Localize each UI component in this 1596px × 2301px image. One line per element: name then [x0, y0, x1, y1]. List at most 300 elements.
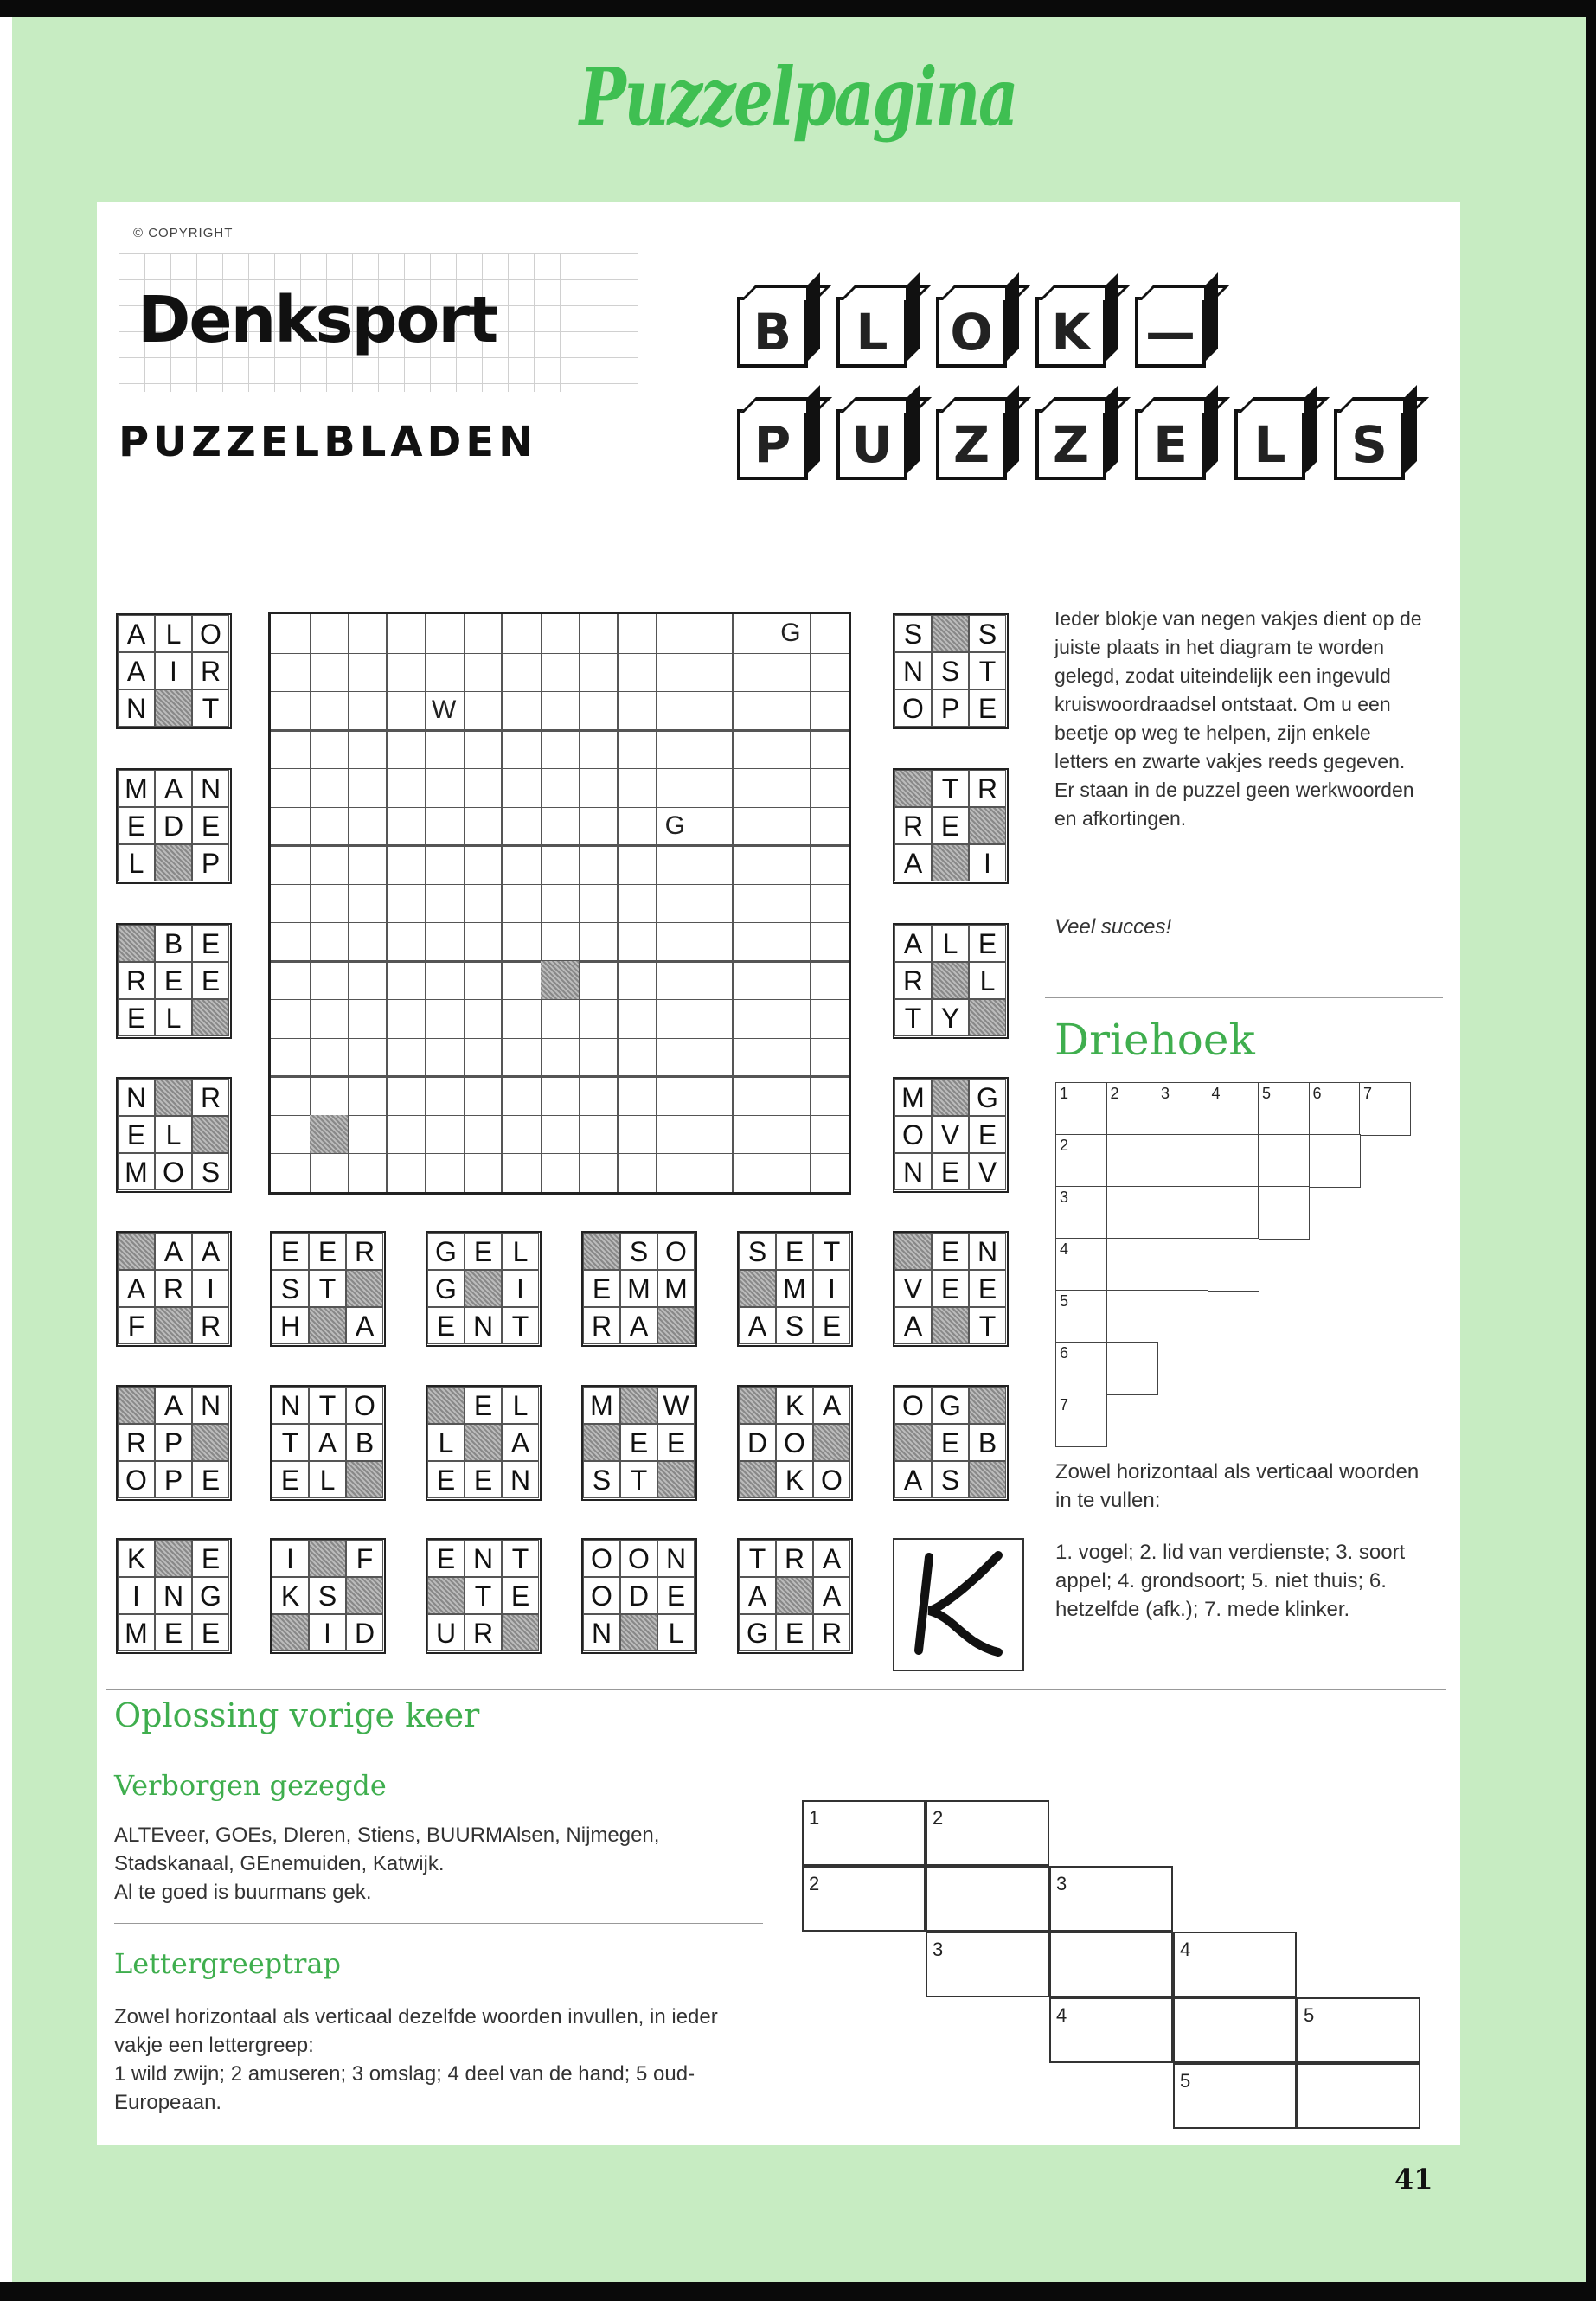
given-letter: W — [431, 695, 457, 725]
lettergreep-cell[interactable] — [1049, 1932, 1173, 1997]
letter-cell: R — [192, 652, 229, 689]
driehoek-cell[interactable] — [1106, 1082, 1158, 1136]
letter-cell: S — [894, 615, 932, 652]
divider — [114, 1923, 763, 1924]
given-letter: G — [780, 619, 801, 647]
given-black-cell — [541, 961, 579, 999]
cell-number: 6 — [1312, 1085, 1322, 1102]
given-letter: G — [664, 811, 685, 840]
black-cell — [739, 1461, 776, 1498]
letter-cell: E — [465, 1387, 502, 1424]
lettergreeptrap-clues: 1 wild zwijn; 2 amuseren; 3 omslag; 4 deel van de hand; 5 oud-Europeaan. — [114, 2062, 695, 2114]
letter-cell: S — [192, 1153, 229, 1190]
driehoek-cell[interactable] — [1157, 1238, 1208, 1292]
cell-number: 4 — [1180, 1939, 1191, 1960]
letter-cell: L — [969, 962, 1006, 999]
puzzle-block[interactable] — [116, 613, 232, 729]
letter-cell: E — [309, 1233, 346, 1270]
letter-cell: E — [813, 1307, 850, 1344]
letter-cell: Y — [932, 999, 969, 1036]
driehoek-cell[interactable] — [1055, 1186, 1107, 1240]
letter-cell: L — [155, 999, 192, 1036]
letter-cell: N — [155, 1577, 192, 1614]
driehoek-cell[interactable] — [1208, 1186, 1259, 1240]
letter-cell: K — [776, 1387, 813, 1424]
letter-cell: A — [155, 1387, 192, 1424]
letter-cell: N — [657, 1540, 695, 1577]
letter-cell: E — [657, 1577, 695, 1614]
puzzle-block[interactable] — [116, 1231, 232, 1347]
letter-cell: T — [309, 1387, 346, 1424]
black-cell — [427, 1577, 465, 1614]
driehoek-cell[interactable] — [1055, 1342, 1107, 1395]
grid-line — [271, 999, 849, 1000]
puzzle-block[interactable] — [426, 1385, 542, 1501]
letter-cell: I — [192, 1270, 229, 1307]
black-cell — [894, 1424, 932, 1461]
cell-number: 3 — [1060, 1189, 1069, 1206]
puzzle-block[interactable] — [893, 1077, 1009, 1193]
driehoek-cell[interactable] — [1055, 1082, 1107, 1136]
black-cell — [192, 1116, 229, 1153]
letter-cell: E — [465, 1461, 502, 1498]
driehoek-cell[interactable] — [1106, 1238, 1158, 1292]
puzzle-block[interactable] — [116, 768, 232, 884]
puzzle-block[interactable] — [893, 613, 1009, 729]
grid-line — [271, 768, 849, 769]
letter-cell: A — [192, 1233, 229, 1270]
driehoek-cell[interactable] — [1055, 1290, 1107, 1343]
letter-cell: O — [894, 689, 932, 727]
grid-line — [271, 807, 849, 808]
letter-cell: O — [346, 1387, 383, 1424]
letter-cell: E — [969, 689, 1006, 727]
letter-cell: A — [155, 1233, 192, 1270]
oplossing-title: Oplossing vorige keer — [114, 1696, 480, 1734]
grid-line — [810, 614, 811, 1192]
black-cell — [932, 615, 969, 652]
letter-cell: E — [192, 925, 229, 962]
lettergreep-cell[interactable] — [926, 1800, 1049, 1866]
letter-cell: N — [118, 689, 155, 727]
letter-cell: M — [118, 1614, 155, 1651]
letter-cell: R — [969, 770, 1006, 807]
cell-number: 3 — [1161, 1085, 1170, 1102]
letter-cell: E — [620, 1424, 657, 1461]
letter-cell: O — [776, 1424, 813, 1461]
puzzle-block[interactable] — [893, 923, 1009, 1039]
letter-cell: A — [894, 1461, 932, 1498]
puzzle-block[interactable] — [581, 1538, 697, 1654]
letter-cell: L — [155, 615, 192, 652]
lettergreeptrap-grid[interactable] — [802, 1800, 1442, 2129]
letter-cell: U — [427, 1614, 465, 1651]
letter-cell: E — [932, 1153, 969, 1190]
grid-line — [732, 614, 734, 1192]
letter-cell: T — [894, 999, 932, 1036]
driehoek-cell[interactable] — [1106, 1186, 1158, 1240]
bottom-border — [0, 2282, 1596, 2301]
driehoek-cell[interactable] — [1208, 1082, 1259, 1136]
letter-cell: N — [272, 1387, 309, 1424]
cell-number: 3 — [933, 1939, 944, 1960]
letter-cell: E — [969, 925, 1006, 962]
title-cube-letter: K — [1035, 297, 1106, 368]
grid-line — [541, 614, 542, 1192]
letter-cell: E — [192, 962, 229, 999]
letter-cell: O — [620, 1540, 657, 1577]
letter-cell: E — [427, 1540, 465, 1577]
logo-subtitle: PUZZELBLADEN — [119, 418, 538, 466]
letter-cell: H — [272, 1307, 309, 1344]
letter-cell: M — [583, 1387, 620, 1424]
letter-cell: G — [932, 1387, 969, 1424]
puzzle-block[interactable] — [737, 1231, 853, 1347]
lettergreep-cell[interactable] — [1173, 2063, 1297, 2129]
puzzle-block[interactable] — [737, 1385, 853, 1501]
driehoek-cell[interactable] — [1157, 1082, 1208, 1136]
letter-cell: E — [192, 807, 229, 844]
black-cell — [155, 1540, 192, 1577]
letter-cell: M — [776, 1270, 813, 1307]
black-cell — [309, 1307, 346, 1344]
letter-cell: R — [192, 1307, 229, 1344]
letter-cell: L — [657, 1614, 695, 1651]
letter-cell: A — [118, 1270, 155, 1307]
grid-line — [386, 614, 388, 1192]
puzzle-block[interactable] — [426, 1538, 542, 1654]
letter-cell: L — [932, 925, 969, 962]
grid-line — [348, 614, 349, 1192]
letter-cell: M — [118, 770, 155, 807]
letter-cell: R — [346, 1233, 383, 1270]
given-black-cell — [310, 1115, 348, 1153]
driehoek-cell[interactable] — [1055, 1134, 1107, 1188]
letter-cell: K — [118, 1540, 155, 1577]
puzzle-block[interactable] — [893, 1385, 1009, 1501]
letter-cell: N — [502, 1461, 539, 1498]
letter-cell: P — [155, 1424, 192, 1461]
letter-cell: D — [155, 807, 192, 844]
lettergreep-cell[interactable] — [1297, 2063, 1420, 2129]
letter-cell: A — [620, 1307, 657, 1344]
grid-line — [501, 614, 503, 1192]
puzzle-block[interactable] — [270, 1385, 386, 1501]
driehoek-cell[interactable] — [1208, 1238, 1259, 1292]
puzzle-block[interactable] — [893, 1231, 1009, 1347]
black-cell — [272, 1614, 309, 1651]
driehoek-cell[interactable] — [1157, 1186, 1208, 1240]
letter-cell: R — [465, 1614, 502, 1651]
letter-cell: L — [118, 844, 155, 881]
lettergreep-cell[interactable] — [1049, 1866, 1173, 1932]
black-cell — [657, 1307, 695, 1344]
black-cell — [894, 770, 932, 807]
driehoek-cell[interactable] — [1106, 1134, 1158, 1188]
letter-cell: P — [932, 689, 969, 727]
letter-cell: O — [118, 1461, 155, 1498]
lettergreeptrap-text: Zowel horizontaal als verticaal dezelfde woorden invullen, in ieder vakje een lettergreep: — [114, 2005, 718, 2057]
black-cell — [969, 999, 1006, 1036]
letter-cell: O — [155, 1153, 192, 1190]
black-cell — [118, 1387, 155, 1424]
letter-cell: A — [502, 1424, 539, 1461]
letter-cell: E — [657, 1424, 695, 1461]
driehoek-cell[interactable] — [1157, 1134, 1208, 1188]
driehoek-title: Driehoek — [1054, 1015, 1255, 1065]
driehoek-cell[interactable] — [1359, 1082, 1411, 1136]
letter-cell: L — [502, 1233, 539, 1270]
black-cell — [932, 1079, 969, 1116]
letter-cell: R — [776, 1540, 813, 1577]
letter-cell: A — [739, 1577, 776, 1614]
title-cube-letter: — — [1135, 297, 1206, 368]
puzzle-content — [97, 202, 1460, 2145]
letter-cell: G — [427, 1270, 465, 1307]
letter-cell: R — [583, 1307, 620, 1344]
letter-cell: I — [502, 1270, 539, 1307]
lettergreep-cell[interactable] — [1173, 1997, 1297, 2063]
black-cell — [657, 1461, 695, 1498]
black-cell — [969, 807, 1006, 844]
letter-cell: N — [969, 1233, 1006, 1270]
letter-cell: S — [932, 652, 969, 689]
grid-line — [271, 1153, 849, 1154]
black-cell — [427, 1387, 465, 1424]
letter-cell: K — [272, 1577, 309, 1614]
puzzle-block[interactable] — [116, 1538, 232, 1654]
letter-cell: A — [813, 1387, 850, 1424]
grid-line — [271, 1075, 849, 1078]
lettergreep-cell[interactable] — [1297, 1997, 1420, 2063]
cell-number: 4 — [1060, 1240, 1069, 1258]
black-cell — [932, 1307, 969, 1344]
letter-cell: F — [118, 1307, 155, 1344]
lettergreep-cell[interactable] — [926, 1932, 1049, 1997]
letter-cell: R — [894, 962, 932, 999]
letter-cell: A — [309, 1424, 346, 1461]
driehoek-cell[interactable] — [1055, 1238, 1107, 1292]
main-puzzle-grid[interactable] — [268, 612, 851, 1195]
letter-cell: A — [118, 615, 155, 652]
letter-cell: O — [583, 1540, 620, 1577]
letter-cell: A — [894, 1307, 932, 1344]
letter-cell: N — [583, 1614, 620, 1651]
black-cell — [192, 1424, 229, 1461]
driehoek-cell[interactable] — [1208, 1134, 1259, 1188]
driehoek-cell[interactable] — [1309, 1134, 1361, 1188]
driehoek-cell[interactable] — [1258, 1186, 1310, 1240]
denksport-k-logo — [893, 1538, 1024, 1671]
letter-cell: E — [192, 1540, 229, 1577]
grid-line — [271, 729, 849, 732]
letter-cell: T — [932, 770, 969, 807]
letter-cell: E — [272, 1461, 309, 1498]
letter-cell: E — [932, 1424, 969, 1461]
black-cell — [583, 1233, 620, 1270]
black-cell — [813, 1424, 850, 1461]
driehoek-cell[interactable] — [1157, 1290, 1208, 1343]
cell-number: 5 — [1180, 2070, 1191, 2092]
letter-cell: N — [465, 1307, 502, 1344]
cell-number: 2 — [1110, 1085, 1119, 1102]
cell-number: 7 — [1060, 1396, 1069, 1413]
letter-cell: M — [118, 1153, 155, 1190]
black-cell — [309, 1540, 346, 1577]
page-number: 41 — [1394, 2163, 1433, 2195]
letter-cell: K — [776, 1461, 813, 1498]
divider — [106, 1689, 1446, 1690]
letter-cell: E — [969, 1116, 1006, 1153]
letter-cell: L — [502, 1387, 539, 1424]
black-cell — [155, 689, 192, 727]
puzzle-block[interactable] — [270, 1231, 386, 1347]
driehoek-cell[interactable] — [1055, 1394, 1107, 1447]
letter-cell: D — [739, 1424, 776, 1461]
cell-number: 2 — [933, 1807, 944, 1829]
letter-cell: O — [894, 1387, 932, 1424]
cell-number: 4 — [1211, 1085, 1221, 1102]
black-cell — [969, 1387, 1006, 1424]
letter-cell: G — [192, 1577, 229, 1614]
cell-number: 7 — [1363, 1085, 1373, 1102]
puzzle-block[interactable] — [426, 1231, 542, 1347]
letter-cell: E — [776, 1233, 813, 1270]
letter-cell: O — [813, 1461, 850, 1498]
letter-cell: S — [776, 1307, 813, 1344]
puzzle-block[interactable] — [116, 1385, 232, 1501]
letter-cell: D — [346, 1614, 383, 1651]
letter-cell: S — [309, 1577, 346, 1614]
black-cell — [620, 1614, 657, 1651]
driehoek-cell[interactable] — [1309, 1082, 1361, 1136]
driehoek-cell[interactable] — [1258, 1082, 1310, 1136]
letter-cell: R — [813, 1614, 850, 1651]
letter-cell: A — [346, 1307, 383, 1344]
title-cube-letter: E — [1135, 409, 1206, 480]
letter-cell: N — [894, 1153, 932, 1190]
instructions-text: Ieder blokje van negen vakjes dient op de juiste plaats in het diagram te worden gelegd, zodat uiteindelijk een ingevuld kruiswoordraadsel ontstaat. Om u een beetje op weg te helpen, zijn enkele letters en zwarte vakjes reeds gegeven. Er staan in de puzzel geen werkwoorden en afkortingen. — [1054, 607, 1422, 830]
lettergreep-cell[interactable] — [1173, 1932, 1297, 1997]
driehoek-instruction: Zowel horizontaal als verticaal woorden in te vullen: — [1055, 1460, 1420, 1512]
letter-cell: I — [272, 1540, 309, 1577]
cell-number: 6 — [1060, 1344, 1069, 1362]
puzzle-block[interactable] — [116, 1077, 232, 1193]
letter-cell: R — [192, 1079, 229, 1116]
letter-cell: E — [932, 807, 969, 844]
black-cell — [739, 1387, 776, 1424]
puzzle-block[interactable] — [581, 1385, 697, 1501]
letter-cell: W — [657, 1387, 695, 1424]
denksport-logo — [119, 253, 638, 392]
grid-line — [656, 614, 657, 1192]
grid-line — [579, 614, 580, 1192]
letter-cell: T — [969, 652, 1006, 689]
letter-cell: S — [932, 1461, 969, 1498]
letter-cell: T — [969, 1307, 1006, 1344]
good-luck-text: Veel succes! — [1054, 915, 1172, 939]
driehoek-cell[interactable] — [1106, 1342, 1158, 1395]
puzzle-block[interactable] — [737, 1538, 853, 1654]
letter-cell: A — [118, 652, 155, 689]
black-cell — [118, 925, 155, 962]
lettergreep-cell[interactable] — [1049, 1997, 1173, 2063]
cell-number: 1 — [809, 1807, 820, 1829]
letter-cell: G — [969, 1079, 1006, 1116]
letter-cell: O — [192, 615, 229, 652]
letter-cell: P — [192, 844, 229, 881]
puzzle-block[interactable] — [893, 768, 1009, 884]
letter-cell: N — [894, 652, 932, 689]
grid-line — [271, 922, 849, 923]
driehoek-cell[interactable] — [1258, 1134, 1310, 1188]
letter-cell: E — [583, 1270, 620, 1307]
grid-line — [464, 614, 465, 1192]
letter-cell: E — [118, 1116, 155, 1153]
letter-cell: E — [932, 1270, 969, 1307]
grid-line — [271, 1038, 849, 1039]
letter-cell: I — [118, 1577, 155, 1614]
black-cell — [155, 1079, 192, 1116]
driehoek-grid[interactable] — [1055, 1082, 1419, 1445]
black-cell — [118, 1233, 155, 1270]
puzzle-block[interactable] — [116, 923, 232, 1039]
letter-cell: T — [192, 689, 229, 727]
letter-cell: T — [309, 1270, 346, 1307]
lettergreep-cell[interactable] — [802, 1866, 926, 1932]
letter-cell: R — [155, 1270, 192, 1307]
letter-cell: E — [155, 1614, 192, 1651]
letter-cell: S — [739, 1233, 776, 1270]
black-cell — [620, 1387, 657, 1424]
letter-cell: T — [465, 1577, 502, 1614]
letter-cell: M — [894, 1079, 932, 1116]
grid-line — [271, 884, 849, 885]
letter-cell: A — [894, 925, 932, 962]
verborgen-title: Verborgen gezegde — [114, 1769, 387, 1802]
letter-cell: B — [346, 1424, 383, 1461]
black-cell — [583, 1424, 620, 1461]
letter-cell: L — [155, 1116, 192, 1153]
driehoek-clues: 1. vogel; 2. lid van verdienste; 3. soort appel; 4. grondsoort; 5. niet thuis; 6. hetzelfde (afk.); 7. mede klinker. — [1055, 1541, 1406, 1621]
letter-cell: B — [969, 1424, 1006, 1461]
black-cell — [894, 1233, 932, 1270]
title-cube-letter: B — [737, 297, 808, 368]
letter-cell: L — [427, 1424, 465, 1461]
letter-cell: E — [118, 999, 155, 1036]
letter-cell: T — [620, 1461, 657, 1498]
black-cell — [155, 1307, 192, 1344]
lettergreep-cell[interactable] — [802, 1800, 926, 1866]
letter-cell: T — [502, 1540, 539, 1577]
puzzle-block[interactable] — [581, 1231, 697, 1347]
letter-cell: G — [739, 1614, 776, 1651]
letter-cell: G — [427, 1233, 465, 1270]
lettergreep-cell[interactable] — [926, 1866, 1049, 1932]
black-cell — [969, 1461, 1006, 1498]
letter-cell: E — [192, 1614, 229, 1651]
black-cell — [192, 999, 229, 1036]
letter-cell: N — [192, 1387, 229, 1424]
letter-cell: E — [969, 1270, 1006, 1307]
black-cell — [155, 844, 192, 881]
letter-cell: T — [739, 1540, 776, 1577]
letter-cell: V — [932, 1116, 969, 1153]
black-cell — [776, 1577, 813, 1614]
puzzle-block[interactable] — [270, 1538, 386, 1654]
driehoek-cell[interactable] — [1106, 1290, 1158, 1343]
title-cube-letter: Z — [1035, 409, 1106, 480]
